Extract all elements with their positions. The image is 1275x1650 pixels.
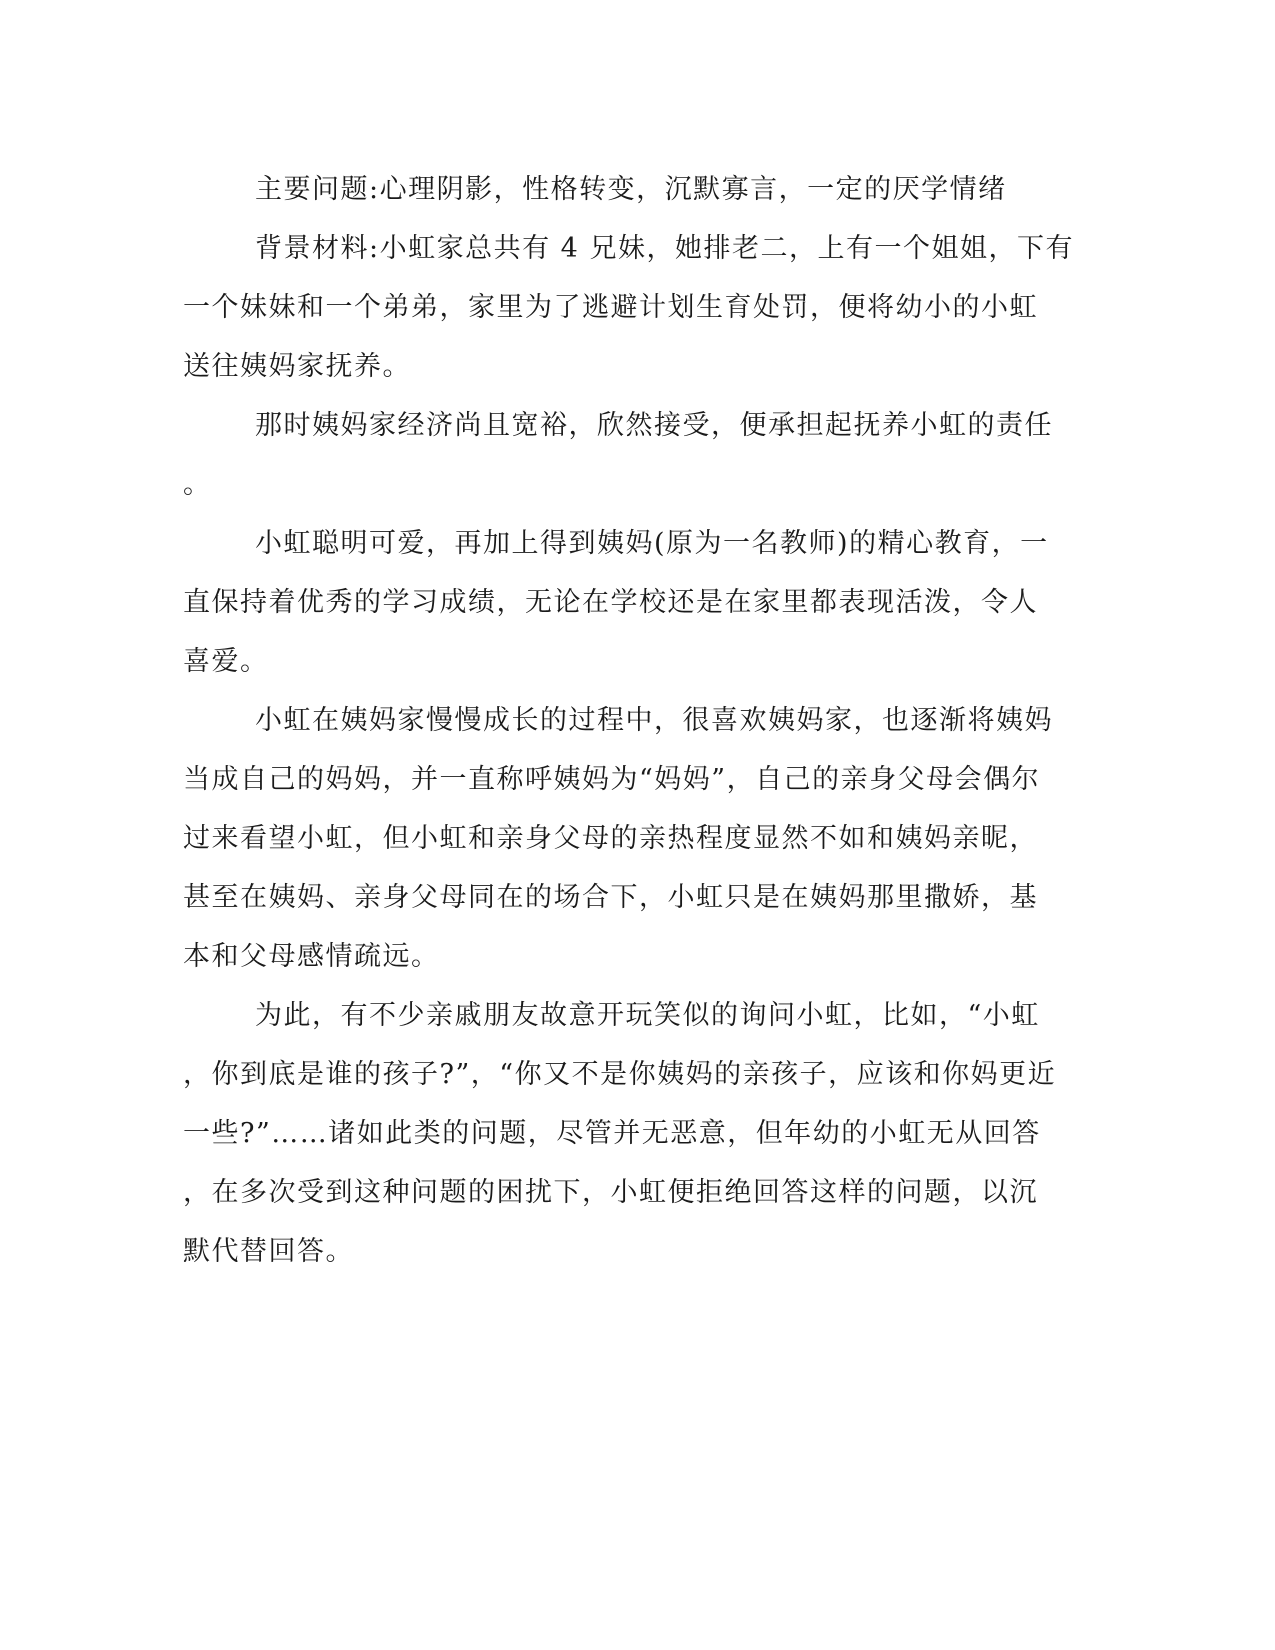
text-line: 背景材料:小虹家总共有 4 兄妹，她排老二，上有一个姐姐，下有 (255, 233, 1074, 264)
text-line: 甚至在姨妈、亲身父母同在的场合下，小虹只是在姨妈那里撒娇，基 (183, 882, 1038, 913)
text-line: 喜爱。 (183, 646, 269, 677)
text-line: ，你到底是谁的孩子?”，“你又不是你姨妈的亲孩子，应该和你妈更近 (183, 1059, 1057, 1090)
text-line: 一些?”……诸如此类的问题，尽管并无恶意，但年幼的小虹无从回答 (183, 1118, 1041, 1149)
text-line: 一个妹妹和一个弟弟，家里为了逃避计划生育处罚，便将幼小的小虹 (183, 292, 1038, 323)
text-line: 。 (183, 469, 212, 500)
text-line: 过来看望小虹，但小虹和亲身父母的亲热程度显然不如和姨妈亲昵， (183, 823, 1038, 854)
text-line: 主要问题:心理阴影，性格转变，沉默寡言，一定的厌学情绪 (255, 174, 1007, 205)
text-line: 默代替回答。 (183, 1236, 354, 1267)
paragraph-relatives-questions (183, 986, 1057, 1281)
text-line: 为此，有不少亲戚朋友故意开玩笑似的询问小虹，比如，“小虹 (255, 1000, 1040, 1031)
paragraph-aunt-family (183, 396, 1053, 514)
paragraph-main-issue (183, 160, 1043, 219)
text-line: 送往姨妈家抚养。 (183, 351, 411, 382)
document-body (183, 160, 1074, 1281)
text-line: 小虹在姨妈家慢慢成长的过程中，很喜欢姨妈家，也逐渐将姨妈 (255, 705, 1053, 736)
text-line: 当成自己的妈妈，并一直称呼姨妈为“妈妈”，自己的亲身父母会偶尔 (183, 764, 1041, 795)
text-line: ，在多次受到这种问题的困扰下，小虹便拒绝回答这样的问题，以沉 (183, 1177, 1038, 1208)
text-line: 直保持着优秀的学习成绩，无论在学校还是在家里都表现活泼，令人 (183, 587, 1038, 618)
paragraph-background (183, 219, 1074, 396)
text-line: 那时姨妈家经济尚且宽裕，欣然接受，便承担起抚养小虹的责任 (255, 410, 1053, 441)
paragraph-smart-cute (183, 514, 1049, 691)
text-line: 本和父母感情疏远。 (183, 941, 440, 972)
paragraph-growing-up (183, 691, 1053, 986)
text-line: 小虹聪明可爱，再加上得到姨妈(原为一名教师)的精心教育，一 (255, 528, 1049, 559)
